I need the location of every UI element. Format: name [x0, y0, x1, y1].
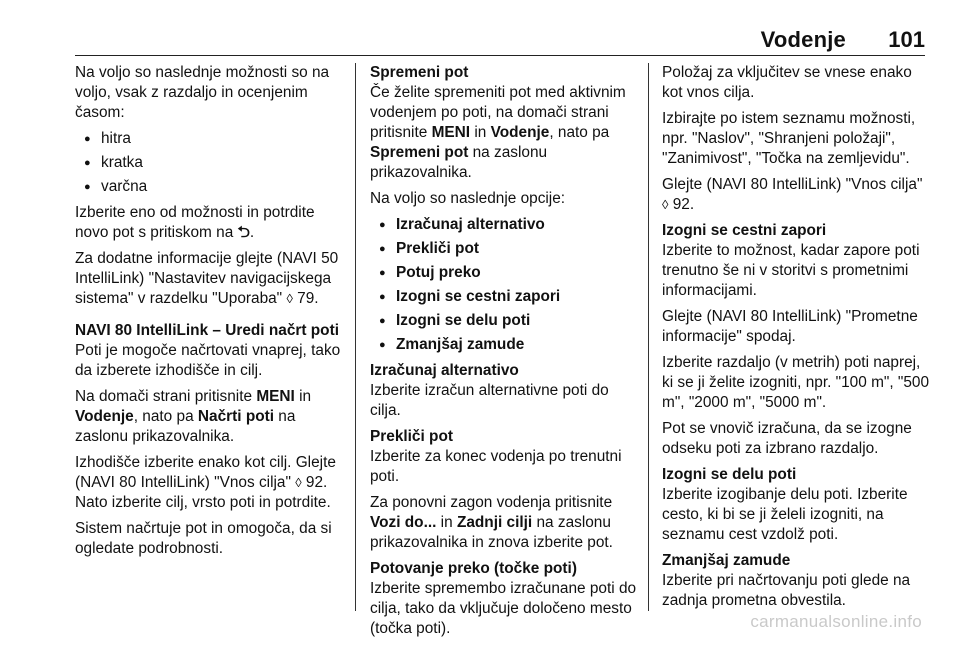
list-item: ● hitra	[75, 129, 347, 149]
list-item: ● Izogni se cestni zapori	[370, 287, 640, 307]
paragraph: Izberite pri načrtovanju poti glede na zadnja prometna obvestila.	[662, 572, 911, 609]
route-type-list	[75, 129, 347, 197]
paragraph: Na domači strani pritisnite MENI in Vodenje, nato pa Načrti poti na zaslonu prikazovalnika.	[75, 388, 312, 445]
section-heading: Izračunaj alternativo	[370, 362, 519, 379]
list-item: ● Izogni se delu poti	[370, 311, 640, 331]
column-divider-1	[355, 63, 356, 611]
column-1	[75, 63, 347, 565]
paragraph: Za ponovni zagon vodenja pritisnite Vozi do... in Zadnji cilji na zaslonu prikazovalnika in znova izberite pot.	[370, 494, 613, 551]
section-heading: Zmanjšaj zamude	[662, 552, 791, 569]
list-item: ● varčna	[75, 177, 347, 197]
paragraph: Poti je mogoče načrtovati vnaprej, tako da izberete izhodišče in cilj.	[75, 342, 341, 379]
options-list	[370, 215, 640, 355]
column-divider-2	[648, 63, 649, 611]
chapter-title: Vodenje	[760, 27, 846, 52]
section-heading: Prekliči pot	[370, 428, 453, 445]
section-heading: Potovanje preko (točke poti)	[370, 560, 577, 577]
intro-paragraph: Na voljo so naslednje možnosti so na voljo, vsak z razdaljo in ocenjenim časom:	[75, 64, 330, 121]
paragraph: Izbirajte po istem seznamu možnosti, npr. "Naslov", "Shranjeni položaji", "Zanimivost", "Točka na zemljevidu".	[662, 110, 916, 167]
page-reference-icon: ◊	[295, 475, 302, 490]
paragraph: Položaj za vključitev se vnese enako kot vnos cilja.	[662, 64, 912, 101]
list-item: ● Prekliči pot	[370, 239, 640, 259]
page-header	[0, 0, 960, 56]
paragraph: Izberite za konec vodenja po trenutni poti.	[370, 448, 622, 485]
paragraph: Izhodišče izberite enako kot cilj. Glejte (NAVI 80 IntelliLink) "Vnos cilja" ◊ 92. Nato izberite cilj, vrsto poti in potrdite.	[75, 454, 336, 511]
section-heading: Izogni se delu poti	[662, 466, 797, 483]
paragraph: Glejte (NAVI 80 IntelliLink) "Prometne informacije" spodaj.	[662, 308, 918, 345]
page-reference-icon: ◊	[662, 197, 669, 212]
header-rule	[75, 55, 925, 56]
paragraph: Izberite izogibanje delu poti. Izberite cesto, ki bi se ji želeli izogniti, na seznamu cest vzdolž poti.	[662, 486, 908, 543]
list-item: ● Potuj preko	[370, 263, 640, 283]
paragraph: Sistem načrtuje pot in omogoča, da si ogledate podrobnosti.	[75, 520, 332, 557]
paragraph: Izberite to možnost, kadar zapore poti trenutno še ni v storitvi s prometnimi informacijami.	[662, 242, 920, 299]
paragraph: Izberite izračun alternativne poti do cilja.	[370, 382, 609, 419]
watermark: carmanualsonline.info	[750, 612, 922, 631]
column-2	[370, 63, 640, 645]
back-arrow-icon: ⮌	[237, 224, 250, 241]
confirm-paragraph: Izberite eno od možnosti in potrdite novo pot s pritiskom na ⮌.	[75, 204, 315, 241]
page-reference-icon: ◊	[286, 291, 293, 306]
section-heading: Izogni se cestni zapori	[662, 222, 827, 239]
column-3	[662, 63, 932, 617]
paragraph: Izberite spremembo izračunane poti do cilja, tako da vključuje določeno mesto (točka poti).	[370, 580, 637, 637]
paragraph: Na voljo so naslednje opcije:	[370, 190, 566, 207]
page-number: 101	[888, 27, 925, 52]
list-item: ● Zmanjšaj zamude	[370, 335, 640, 355]
list-item: ● Izračunaj alternativo	[370, 215, 640, 235]
paragraph: Glejte (NAVI 80 IntelliLink) "Vnos cilja" ◊ 92.	[662, 176, 923, 213]
paragraph: Izberite razdaljo (v metrih) poti naprej, ki se ji želite izogniti, npr. "100 m", "500 m", "2000 m", "5000 m".	[662, 354, 930, 411]
paragraph: Pot se vnovič izračuna, da se izogne odseku poti za izbrano razdaljo.	[662, 420, 912, 457]
section-heading: Spremeni pot	[370, 64, 469, 81]
paragraph: Če želite spremeniti pot med aktivnim vodenjem po poti, na domači strani pritisnite MENI in Vodenje, nato pa Spremeni pot na zaslonu prikazovalnika.	[370, 84, 626, 181]
info-paragraph: Za dodatne informacije glejte (NAVI 50 IntelliLink) "Nastavitev navigacijskega sistema" v razdelku "Uporaba" ◊ 79.	[75, 250, 339, 307]
section-heading: NAVI 80 IntelliLink – Uredi načrt poti	[75, 322, 339, 339]
list-item: ● kratka	[75, 153, 347, 173]
